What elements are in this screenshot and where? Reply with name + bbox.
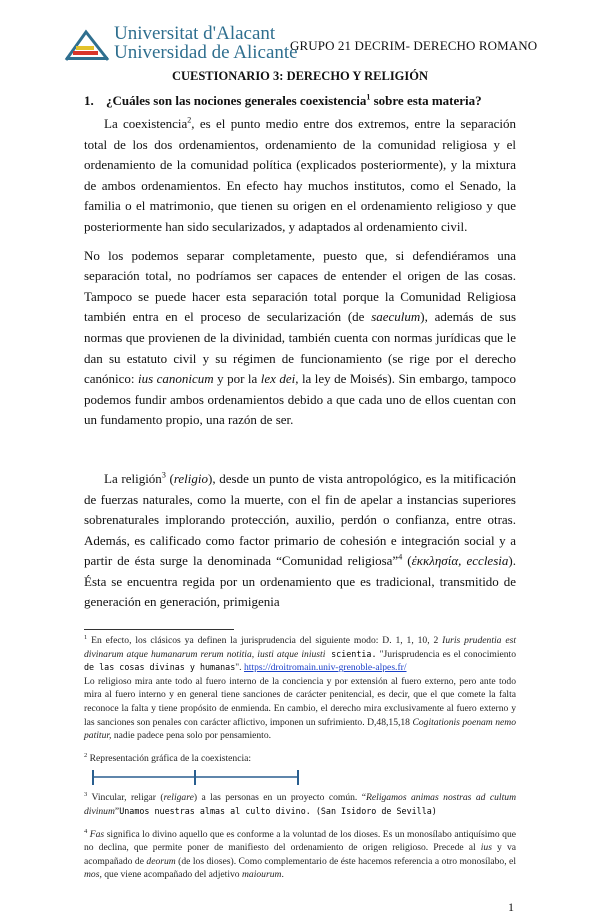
- italic-term: ius canonicum: [138, 371, 214, 387]
- italic-text: deorum: [146, 855, 176, 867]
- page-number: 1: [508, 899, 514, 914]
- footnote-2: [84, 752, 516, 766]
- footnote-number: 2: [84, 751, 88, 759]
- italic-term: saeculum: [371, 309, 421, 325]
- italic-text: Cogitationis poenam nemo patitur,: [84, 716, 516, 742]
- text: .: [281, 869, 284, 881]
- text: de las cosas divinas y humanas: [84, 662, 236, 673]
- text: , es el punto medio entre dos extremos, entre la separación total de los dos ordenamientos, ordenamiento de la comunidad religiosa y el ordenamiento de la comunidad política (explicados posteriormente), y la mixtura de ambos ordenamientos. En efecto hay muchos institutos, como el Senado, la familia o el matrimonio, que tienen su origen en el ordenamiento religioso y que posteriormente han sido secularizados, y adaptados al ordenamiento civil.: [84, 116, 516, 234]
- footnote-number: 3: [84, 791, 88, 799]
- text: , la ley de Moisés). Sin embargo, tampoco podemos fundir ambos ordenamientos debido a que cada uno de ellos cuentan con un fundamento propio, una razón de ser.: [84, 371, 516, 428]
- text: No los podemos separar completamente, puesto que, si defendiéramos una separación total, no podríamos ser capaces de entender el origen de las cosas. Tampoco se puede hacer esta separación total porque la Comunidad Religiosa también entra en el proceso de secularización (de: [84, 247, 516, 325]
- logo-emblem-icon: [64, 24, 110, 66]
- italic-text: Iuris prudentia est divinarum atque humanarum rerum notitia, iusti atque iniusti: [84, 635, 516, 660]
- text: ) a las personas en un proyecto común. “: [193, 792, 367, 804]
- text: ”: [114, 806, 120, 817]
- header-group: GRUPO 21 DECRIM- DERECHO ROMANO: [290, 38, 538, 53]
- text: Unamos nuestras almas al culto divino. (San Isidoro de Sevilla): [119, 806, 437, 816]
- question-text-end: sobre esta materia?: [370, 93, 482, 108]
- text: ), además de sus normas que provienen de la divinidad, también cuenta con normas jurídicas que le dan su estatuto civil y su régimen de funcionamiento (se rige por el derecho canónico:: [84, 309, 517, 387]
- question-number: 1.: [84, 93, 94, 108]
- text: y por la: [213, 371, 261, 387]
- logo-line-2: Universidad de Alicante: [114, 42, 298, 63]
- question-text: ¿Cuáles son las nociones generales coexistencia: [106, 93, 367, 108]
- text: Lo religioso mira ante todo al fuero interno de la conciencia y por extensión al fuero externo, pero ante todo mira al fuero interno y en general tiene sanciones de carácter penitencial, es decir, que el que comete la falta reconoce la falta y tiene propósito de enmienda. En cambio, el derecho mira exclusivamente al fuero externo y las sanciones son penales con carácter aflictivo, imponen un sufrimiento. D,48,15,18: [84, 675, 516, 728]
- text: La coexistencia: [104, 116, 188, 131]
- text: La religión: [104, 470, 162, 486]
- text: (de los dioses). Como complementario de éste hacemos referencia a otro monosílabo, el: [175, 855, 516, 867]
- text: scientia.: [325, 648, 377, 659]
- footnote-separator: [84, 629, 234, 630]
- page-content: [84, 68, 516, 915]
- italic-term: lex dei: [260, 371, 296, 387]
- page-title: CUESTIONARIO 3: DERECHO Y RELIGIÓN: [171, 69, 429, 83]
- italic-text: mos,: [84, 869, 102, 881]
- footnote-ref: 1: [366, 92, 371, 102]
- footnote-4: [84, 828, 516, 882]
- italic-term: religio: [173, 470, 208, 486]
- footnote-3: [84, 791, 516, 818]
- text: y va acompañado de: [84, 842, 516, 867]
- footnote-ref: 4: [398, 552, 403, 562]
- text: En efecto, los clásicos ya definen la jurisprudencia del siguiente modo: D. 1, 1, 10, 2: [87, 635, 443, 647]
- footnote-ref: 3: [161, 470, 166, 480]
- italic-term: ἐκκλησία, ecclesia: [411, 553, 509, 569]
- italic-text: religare: [163, 792, 194, 804]
- footnote-number: 1: [84, 633, 88, 641]
- text: (: [165, 470, 174, 486]
- text: nadie padece pena solo por pensamiento.: [111, 730, 272, 742]
- text: ), desde un punto de vista antropológico, es la mitificación de fuerzas naturales, como la muerte, con el fin de apelar a instancias superiores sobrenaturales implorando protección, auxilio, perdón o confianza, entre otras. Además, es calificado como factor primario de cohesión e integración social y a partir de ésta surge la denominada “Comunidad religiosa”: [84, 470, 516, 569]
- logo-line-1: Universitat d'Alacant: [114, 23, 276, 44]
- text: significa lo divino aquello que es conforme a la voluntad de los dioses. Es un monosílabo antiquísimo que no declina, que permite poner de manifiesto del ordenamiento de origen religioso. Precede al: [84, 828, 516, 854]
- text: ".: [235, 662, 244, 674]
- text: Vincular, religar (: [87, 792, 164, 804]
- text: "Jurisprudencia es el conocimiento: [376, 648, 517, 660]
- source-link[interactable]: https://droitromain.univ-grenoble-alpes.fr/: [243, 662, 407, 674]
- italic-text: Religamos animas nostras ad cultum divinum: [84, 792, 516, 817]
- italic-text: ius: [480, 842, 492, 854]
- university-logo: [64, 23, 298, 66]
- text: que viene acompañado del adjetivo: [101, 869, 242, 881]
- text: Representación gráfica de la coexistencia:: [87, 752, 252, 764]
- footnote-1: [84, 634, 516, 743]
- footnote-ref: 2: [187, 115, 192, 125]
- italic-text: Fas: [87, 828, 105, 840]
- text: (: [402, 553, 412, 569]
- paragraph-3: [84, 469, 516, 613]
- footnote-number: 4: [84, 827, 88, 835]
- text: ). Ésta se encuentra regida por un ordenamiento que es tradicional, transmitido de generación en generación, primigenia: [84, 553, 516, 610]
- paragraph-1: [84, 114, 516, 238]
- italic-text: maiourum: [241, 869, 282, 881]
- coexistence-diagram: [90, 769, 302, 787]
- question-heading: [84, 92, 516, 110]
- paragraph-2: [84, 246, 516, 431]
